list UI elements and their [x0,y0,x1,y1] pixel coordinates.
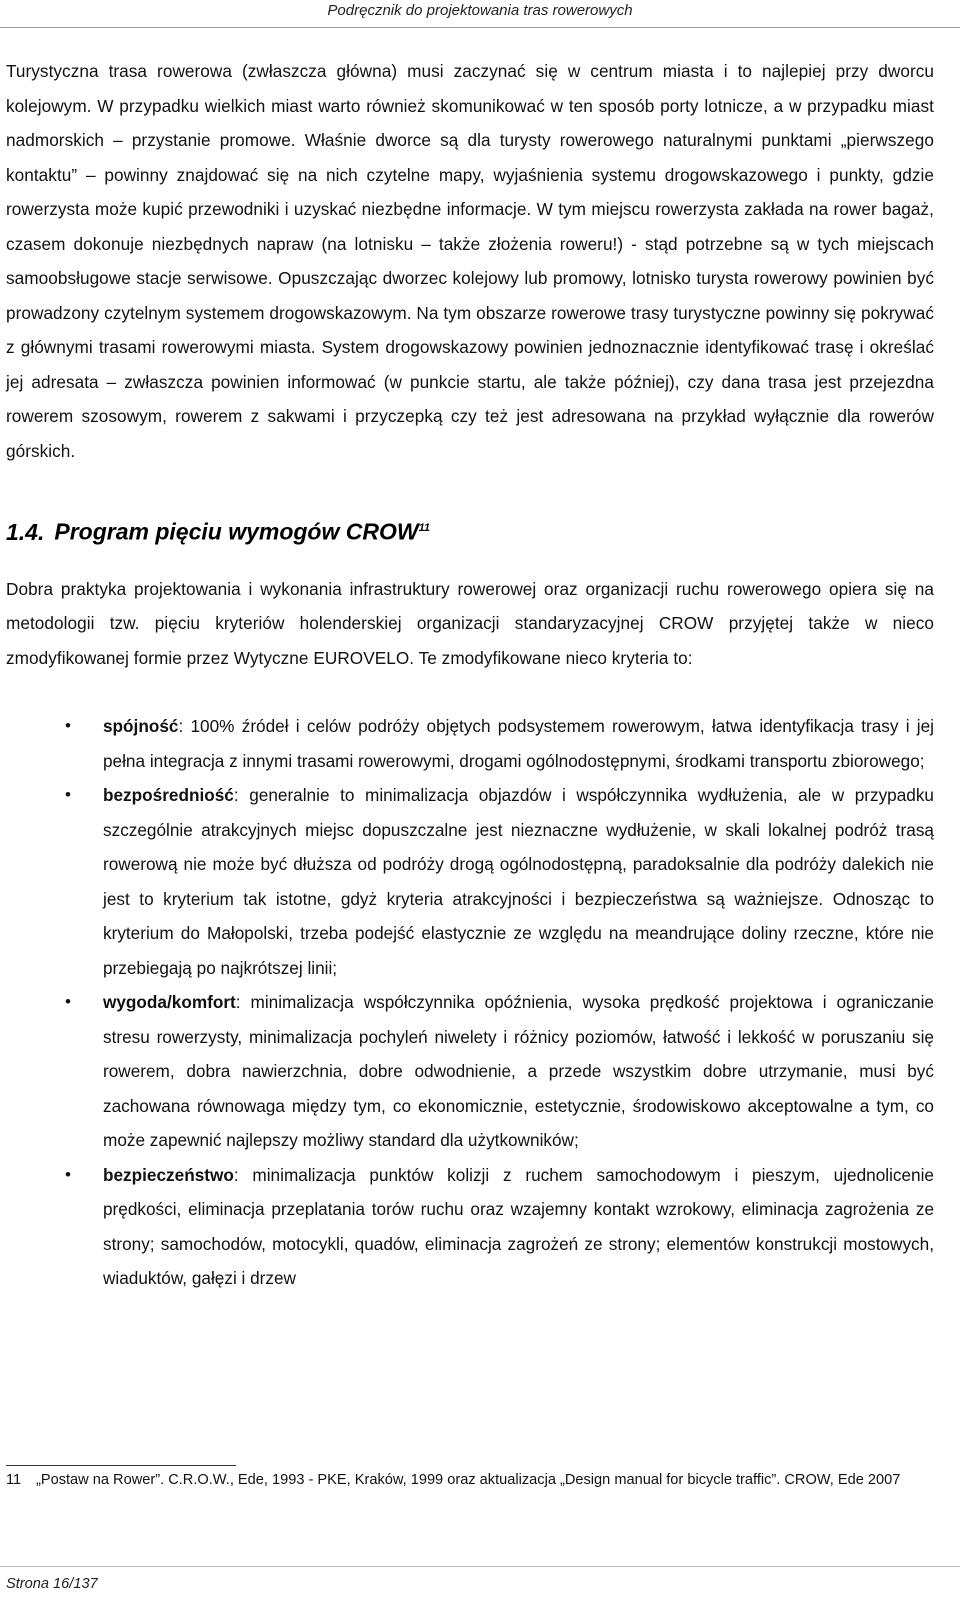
section-number: 1.4. [6,518,45,545]
criteria-list [6,709,934,1296]
bullet-icon: • [65,1164,71,1184]
criterion-text: : minimalizacja współczynnika opóźnienia, wysoka prędkość projektowa i ograniczanie stresu rowerzysty, minimalizacja pochyleń niwelety i różnicy poziomów, łatwość i lekkość w poruszaniu się rowerem, dobra nawierzchnia, dobre odwodnienie, a przede wszystkim dobre utrzymanie, musi być zachowana równowaga między tym, co ekonomicznie, estetycznie, środowiskowo akceptowalne a tym, co może zapewnić najlepszy możliwy standard dla użytkowników; [103,992,934,1151]
footer-divider [0,1566,960,1567]
footnote-number: 11 [6,1472,22,1488]
footnote-reference[interactable]: 11 [418,522,431,534]
criterion-text: : generalnie to minimalizacja objazdów i współczynnika wydłużenia, ale w przypadku szczególnie atrakcyjnych miejsc dopuszczalne jest nieznaczne wydłużenie, w skali lokalnej podróż trasą rowerową nie może być dłuższa od podróży drogą ogólnodostępną, paradoksalnie dla podróży dalekich nie jest to kryterium tak istotne, gdyż kryteria atrakcyjności i bezpieczeństwa są ważniejsze. Odnosząc to kryterium do Małopolski, trzeba podejść elastycznie ze względu na meandrujące doliny rzeczne, które nie przebiegają po najkrótszej linii; [103,785,934,978]
list-item [6,778,934,985]
criterion-text: : minimalizacja punktów kolizji z ruchem samochodowym i pieszym, ujednolicenie prędkości, eliminacja przeplatania torów ruchu oraz wzajemny kontakt wzrokowy, eliminacja zagrożenia ze strony; samochodów, motocykli, quadów, eliminacja zagrożeń ze strony; elementów konstrukcji mostowych, wiaduktów, gałęzi i drzew [103,1164,934,1289]
list-item [6,985,934,1158]
criterion-text: : 100% źródeł i celów podróży objętych podsystemem rowerowym, łatwa identyfikacja trasy i jej pełna integracja z innymi trasami rowerowymi, drogami ogólnodostępnymi, środkami transportu zbiorowego; [103,716,934,771]
intro-paragraph: Turystyczna trasa rowerowa (zwłaszcza główna) musi zaczynać się w centrum miasta i to najlepiej przy dworcu kolejowym. W przypadku wielkich miast warto również skomunikować w ten sposób porty lotnicze, a w przypadku miast nadmorskich – przystanie promowe. Właśnie dworce są dla turysty rowerowego naturalnymi punktami „pierwszego kontaktu” – powinny znajdować się na nich czytelne mapy, wyjaśnienia systemu drogowskazowego i punkty, gdzie rowerzysta może kupić przewodniki i uzyskać niezbędne informacje. W tym miejscu rowerzysta zakłada na rower bagaż, czasem dokonuje niezbędnych napraw (na lotnisku – także złożenia roweru!) - stąd potrzebne są w tych miejscach samoobsługowe stacje serwisowe. Opuszczając dworzec kolejowy lub promowy, lotnisko turysta rowerowy powinien być prowadzony czytelnym systemem drogowskazowym. Na tym obszarze rowerowe trasy turystyczne powinny się pokrywać z głównymi trasami rowerowymi miasta. System drogowskazowy powinien jednoznacznie identyfikować trasę i określać jej adresata – zwłaszcza powinien informować (w punkcie startu, ale także później), czy dana trasa jest przejezdna rowerem szosowym, rowerem z sakwami i przyczepką czy też jest adresowana na przykład wyłącznie dla rowerów górskich. [6,61,934,461]
criterion-term: spójność [103,716,179,737]
footnote-divider [6,1465,236,1466]
bullet-icon: • [65,716,71,736]
footnote [6,1471,934,1490]
criterion-term: bezpośredniość [103,785,234,806]
criterion-term: wygoda/komfort [103,992,236,1013]
section-heading [6,514,934,546]
section-intro-paragraph: Dobra praktyka projektowania i wykonania infrastruktury rowerowej oraz organizacji ruchu rowerowego opiera się na metodologii tzw. pięciu kryteriów holenderskiej organizacji standaryzacyjnej CROW przyjętej także w nieco zmodyfikowanej formie przez Wytyczne EUROVELO. Te zmodyfikowane nieco kryteria to: [6,578,934,668]
page-number: Strona 16/137 [6,1576,98,1592]
criterion-term: bezpieczeństwo [103,1164,234,1185]
list-item [6,709,934,778]
header-divider [0,27,960,28]
bullet-icon: • [65,785,71,805]
bullet-icon: • [65,992,71,1012]
footnote-text: „Postaw na Rower”. C.R.O.W., Ede, 1993 - PKE, Kraków, 1999 oraz aktualizacja „Design manual for bicycle traffic”. CROW, Ede 2007 [36,1472,901,1488]
page-content [6,54,934,1296]
list-item [6,1158,934,1296]
section-title: Program pięciu wymogów CROW [54,518,419,545]
running-header: Podręcznik do projektowania tras rowerowych [327,2,633,19]
